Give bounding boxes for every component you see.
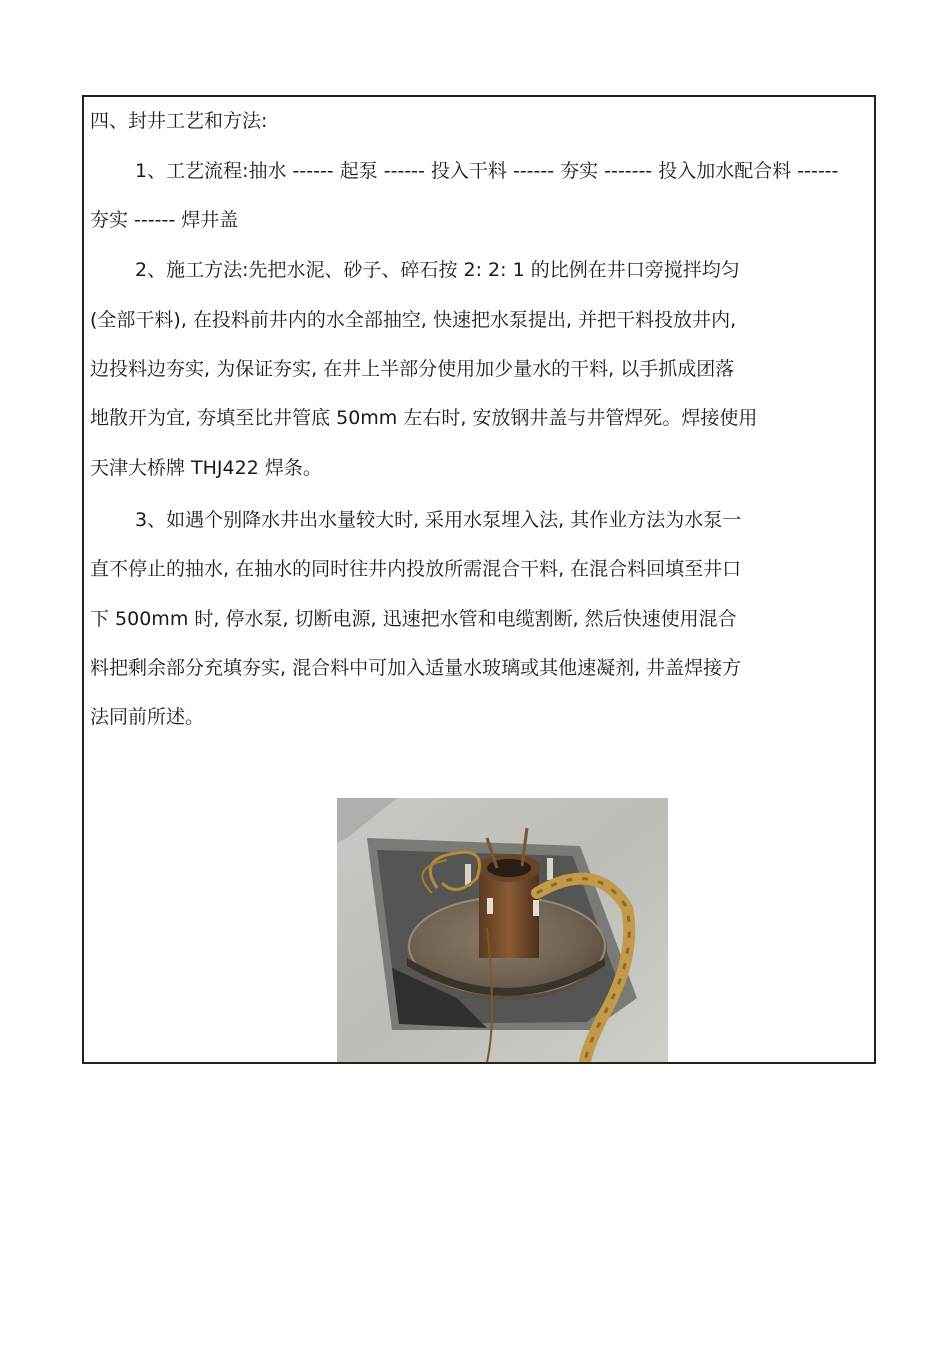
section-heading: 四、封井工艺和方法: — [90, 110, 268, 132]
pump-burial-line-2: 直不停止的抽水, 在抽水的同时往井内投放所需混合干料, 在混合料回填至井口 — [90, 558, 742, 580]
pump-burial-line-3: 下 500mm 时, 停水泵, 切断电源, 迅速把水管和电缆割断, 然后快速使用混合 — [90, 608, 737, 630]
pump-burial-line-4: 料把剩余部分充填夯实, 混合料中可加入适量水玻璃或其他速凝剂, 井盖焊接方 — [90, 657, 742, 679]
construction-method-line-1: 2、施工方法:先把水泥、砂子、碎石按 2: 2: 1 的比例在井口旁搅拌均匀 — [135, 259, 740, 281]
construction-method-line-5: 天津大桥牌 THJ422 焊条。 — [90, 457, 322, 479]
process-flow-line-1: 1、工艺流程:抽水 ------ 起泵 ------ 投入干料 ------ 夯实 ------- 投入加水配合料 ------ — [135, 160, 839, 182]
well-sealing-photo — [337, 798, 668, 1062]
construction-method-line-2: (全部干料), 在投料前井内的水全部抽空, 快速把水泵提出, 并把干料投放井内, — [90, 309, 737, 331]
pump-burial-line-5: 法同前所述。 — [90, 706, 205, 728]
construction-method-line-4: 地散开为宜, 夯填至比井管底 50mm 左右时, 安放钢井盖与井管焊死。焊接使用 — [90, 407, 758, 429]
pump-burial-line-1: 3、如遇个别降水井出水量较大时, 采用水泵埋入法, 其作业方法为水泵一 — [135, 509, 742, 531]
construction-method-line-3: 边投料边夯实, 为保证夯实, 在井上半部分使用加少量水的干料, 以手抓成团落 — [90, 358, 735, 380]
process-flow-line-2: 夯实 ------ 焊井盖 — [90, 209, 239, 231]
